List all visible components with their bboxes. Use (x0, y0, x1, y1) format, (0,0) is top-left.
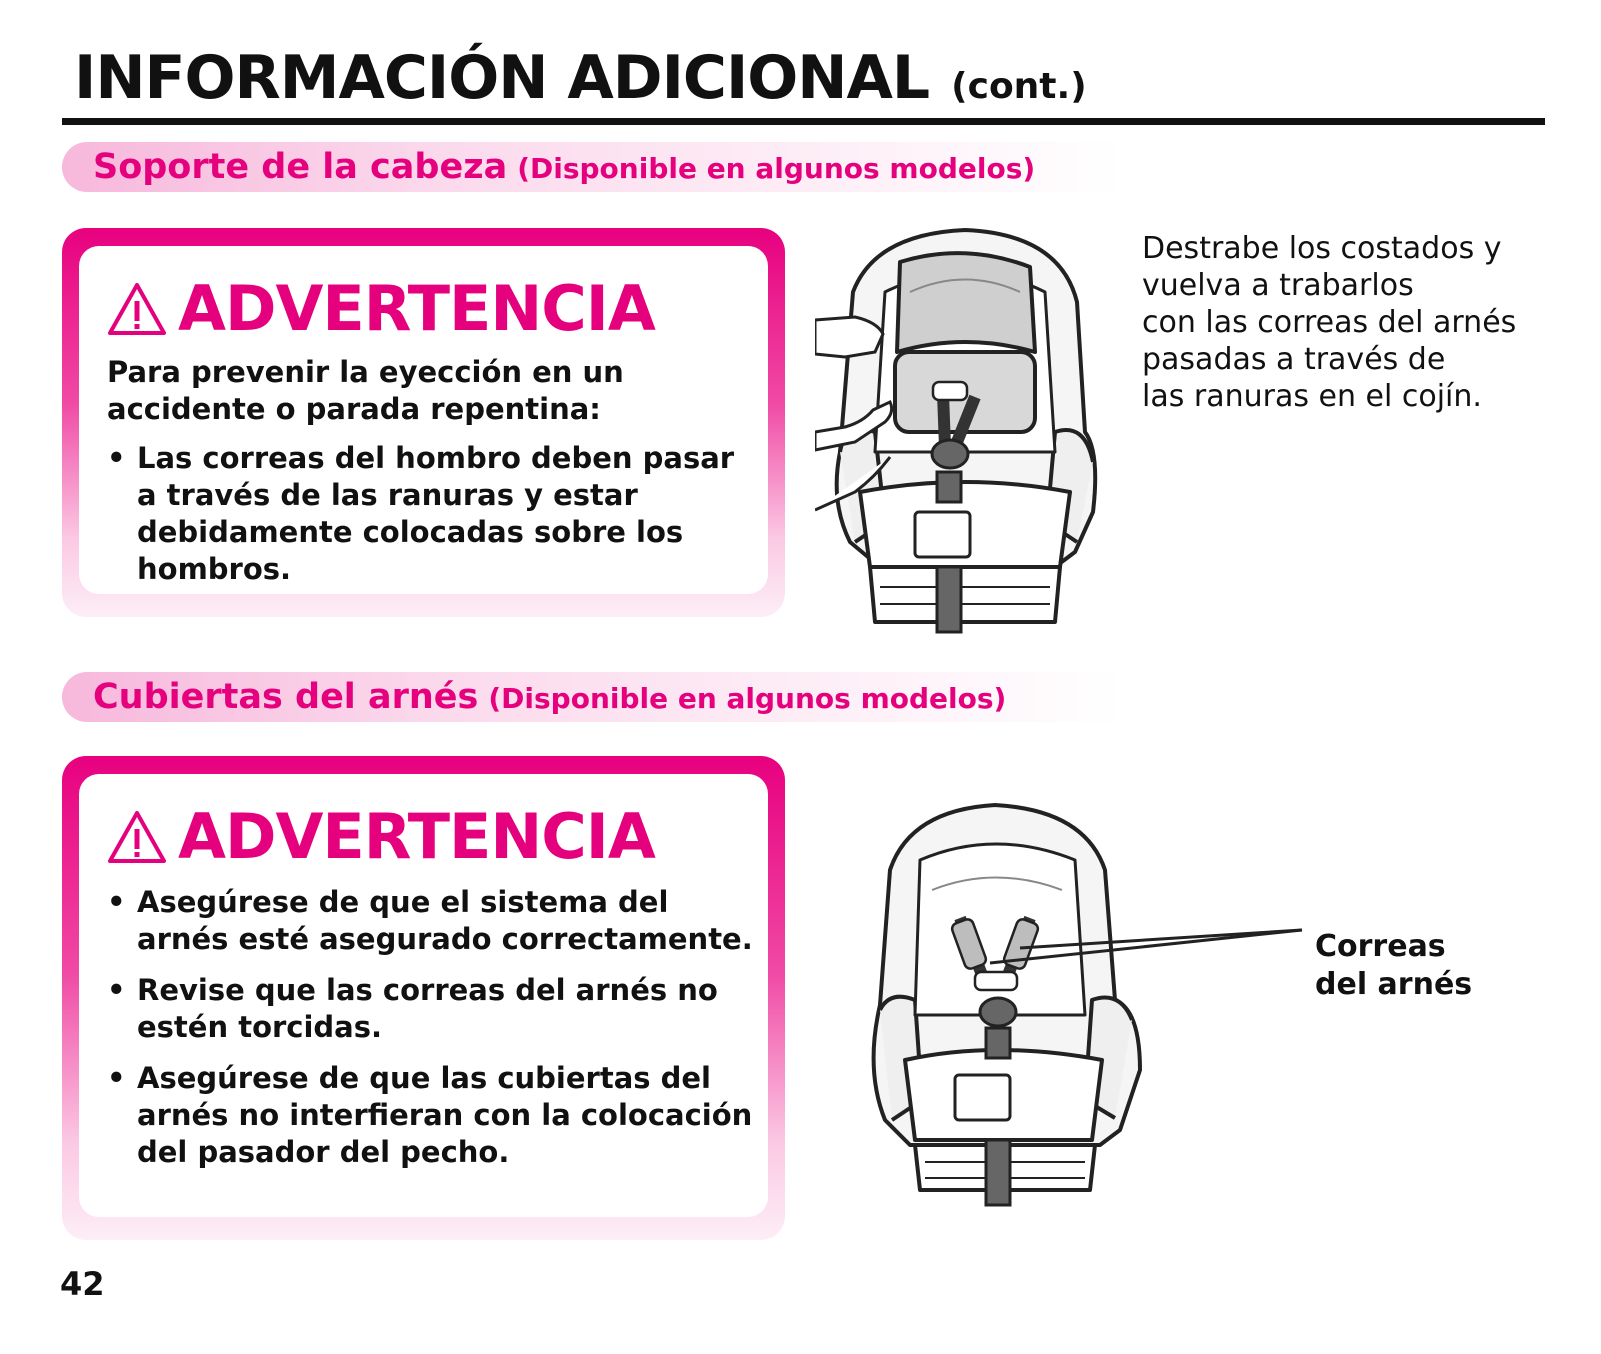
section-heading-sub: (Disponible en algunos modelos) (488, 682, 1007, 715)
callout-line: del arnés (1315, 967, 1473, 1002)
warning-box-inner (79, 774, 768, 1217)
callout-line: Correas (1315, 929, 1446, 964)
section-heading-harness-covers (93, 677, 1007, 717)
instruction-line: con las correas del arnés (1142, 305, 1517, 340)
instruction-line: las ranuras en el cojín. (1142, 379, 1482, 414)
warning-text (107, 884, 760, 1185)
page-title-suffix: (cont.) (951, 66, 1087, 107)
harness-covers-seat-illustration (870, 800, 1310, 1230)
section-heading-main: Cubiertas del arnés (93, 677, 479, 717)
warning-header (106, 274, 655, 344)
warning-box-head-support (62, 228, 785, 617)
instruction-line: pasadas a través de (1142, 342, 1446, 377)
warning-text (107, 354, 760, 602)
warning-box-inner (79, 246, 768, 594)
instruction-line: vuelva a trabarlos (1142, 268, 1414, 303)
section-heading-sub: (Disponible en algunos modelos) (517, 152, 1036, 185)
instruction-line: Destrabe los costados y (1142, 231, 1502, 266)
section-heading-head-support (93, 147, 1036, 187)
head-support-seat-illustration (815, 222, 1115, 652)
instruction-text (1142, 230, 1582, 415)
warning-bullet: • Las correas del hombro deben pasar a través de las ranuras y estar debidamente colocadas sobre los hombros. (107, 440, 760, 588)
warning-intro: Para prevenir la eyección en un accidente o parada repentina: (107, 355, 624, 426)
warning-triangle-icon (106, 281, 168, 337)
warning-bullet: • Asegúrese de que el sistema del arnés esté asegurado correctamente. (107, 884, 760, 958)
page-title (74, 43, 1087, 113)
warning-bullet: • Revise que las correas del arnés no estén torcidas. (107, 972, 760, 1046)
title-rule (62, 118, 1545, 125)
page-title-text: INFORMACIÓN ADICIONAL (74, 43, 930, 113)
warning-title: ADVERTENCIA (178, 800, 655, 873)
warning-triangle-icon (106, 809, 168, 865)
warning-header (106, 802, 655, 872)
page-number: 42 (60, 1265, 105, 1303)
warning-bullet: • Asegúrese de que las cubiertas del arnés no interfieran con la colocación del pasador del pecho. (107, 1060, 760, 1171)
section-heading-main: Soporte de la cabeza (93, 147, 508, 187)
warning-box-harness-covers (62, 756, 785, 1240)
warning-title: ADVERTENCIA (178, 272, 655, 345)
harness-straps-callout (1315, 928, 1472, 1004)
